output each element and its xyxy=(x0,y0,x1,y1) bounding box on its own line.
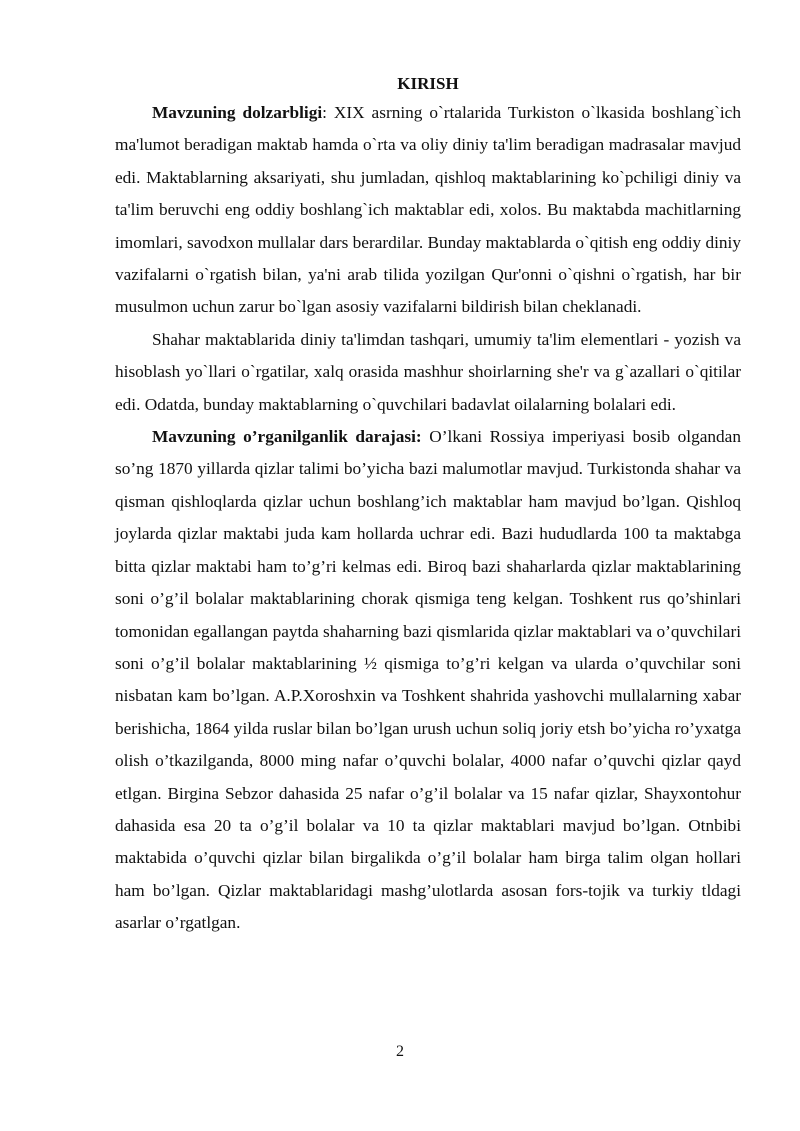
paragraph-city-schools xyxy=(115,324,741,421)
paragraph-relevance xyxy=(115,97,741,324)
page-number: 2 xyxy=(396,1043,404,1060)
paragraph-text: Shahar maktablarida diniy ta'limdan tashqari, umumiy ta'lim elementlari - yozish va hisoblash yo`llari o`rgatilar, xalq orasida mashhur shoirlarning she'r va g`azallari o`qitilar edi. Odatda, bunday maktablarning o`quvchilari badavlat oilalarning bolalari edi. xyxy=(115,329,741,414)
paragraph-research-level xyxy=(115,421,741,940)
section-title: KIRISH xyxy=(397,74,459,93)
paragraph-lead: Mavzuning o’rganilganlik darajasi: xyxy=(152,427,422,447)
paragraph-lead: Mavzuning dolzarbligi xyxy=(152,103,323,122)
document-page xyxy=(115,74,741,940)
paragraph-text: : XIX asrning o`rtalarida Turkiston o`lkasida boshlang`ich ma'lumot beradigan maktab hamda o`rta va oliy diniy ta'lim beradigan madrasalar mavjud edi. Maktablarning aksariyati, shu jumladan, qishloq maktablarining ko`pchiligi diniy va ta'lim beruvchi eng oddiy boshlang`ich maktablar edi, xolos. Bu maktabda machitlarning imomlari, savodxon mullalar dars berardilar. Bunday maktablarda o`qitish eng oddiy diniy vazifalarni o`rgatish bilan, ya'ni arab tilida yozilgan Qur'onni o`qishni o`rgatish, har bir musulmon uchun zarur bo`lgan asosiy vazifalarni bildirish bilan cheklanadi. xyxy=(115,103,741,317)
paragraph-text: O’lkani Rossiya imperiyasi bosib olgandan so’ng 1870 yillarda qizlar talimi bo’yicha bazi malumotlar mavjud. Turkistonda shahar va qisman qishloqlarda qizlar uchun boshlang’ich maktablar ham mavjud bo’lgan. Qishloq joylarda qizlar maktabi juda kam hollarda uchrar edi. Bazi hududlarda 100 ta maktabga bitta qizlar maktabi ham to’g’ri kelmas edi. Biroq bazi shaharlarda qizlar maktablarining soni o’g’il bolalar maktablarining chorak qismiga teng kelgan. Toshkent rus qo’shinlari tomonidan egallangan paytda shaharning bazi qismlarida qizlar maktablari va o’quvchilari soni o’g’il bolalar maktablarining ½ qismiga to’g’ri kelgan va ularda o’quvchilar soni nisbatan kam bo’lgan. A.P.Xoroshxin va Toshkent shahrida yashovchi mullalarning xabar berishicha, 1864 yilda ruslar bilan bo’lgan urush uchun soliq joriy etsh bo’yicha ro’yxatga olish o’tkazilganda, 8000 ming nafar o’quvchi bolalar, 4000 nafar o’quvchi qizlar qayd etlgan. Birgina Sebzor dahasida 25 nafar o’g’il bolalar va 15 nafar qizlar, Shayxontohur dahasida esa 20 ta o’g’il bolalar va 10 ta qizlar maktablari mavjud bo’lgan. Otnbibi maktabida o’quvchi qizlar bilan birgalikda o’g’il bolalar ham birga talim olgan hollari ham bo’lgan. Qizlar maktablaridagi mashg’ulotlarda asosan fors-tojik va turkiy tldagi asarlar o’rgatlgan. xyxy=(115,427,741,933)
